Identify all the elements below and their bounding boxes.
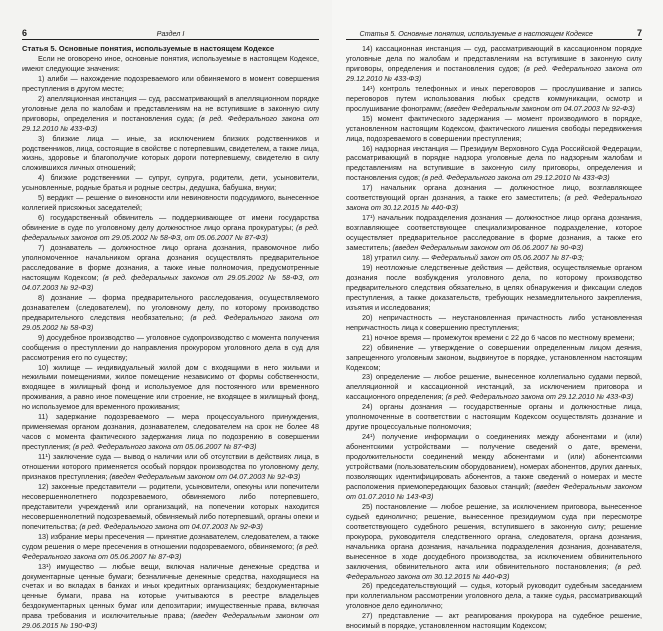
- definition-paragraph: [346, 343, 642, 373]
- definition-paragraph: [22, 94, 319, 134]
- amendment-note: (в ред. Федерального закона от 29.12.2010 № 433-ФЗ): [445, 392, 634, 402]
- paragraph-text: 24¹) получение информации о соединениях между абонентами и (или) абонентскими устройствами — получение сведений о дате, времени, продолжительности соединений между абонентами и (или) абонентскими устройствами (пользовательским оборудованием), номерах абонентов, других данных, позволяющих идентифицировать абонентов, а также сведений о номерах и месте расположения приемопередающих базовых станций;: [346, 432, 642, 491]
- amendment-note: (в ред. Федерального закона от 30.12.2015 № 440-ФЗ): [346, 561, 642, 581]
- paragraph-text: 17¹) начальник подразделения дознания — должностное лицо органа дознания, возглавляющее соответствующее специализированное подразделение, которое осуществляет предварительное расследование в форме дознания, а также его заместитель;: [346, 213, 642, 253]
- paragraph-text: 11) задержание подозреваемого — мера процессуального принуждения, применяемая органом дознания, дознавателем, следователем на срок не более 48 часов с момента фактического задержания лица по подозрению в совершении преступления;: [22, 412, 319, 452]
- definition-paragraph: [22, 173, 319, 193]
- page-header: [346, 28, 642, 40]
- paragraph-text: 17) начальник органа дознания — должностное лицо, возглавляющее соответствующий орган дознания, а также его заместитель;: [346, 183, 642, 203]
- amendment-note: (введен Федеральным законом от 04.07.2003 № 92-ФЗ): [443, 103, 635, 113]
- definition-paragraph: [346, 114, 642, 144]
- definition-paragraph: [346, 44, 642, 84]
- paragraph-text: 22) обвинение — утверждение о совершении определенным лицом деяния, запрещенного уголовным законом, выдвинутое в порядке, установленном настоящим Кодексом;: [346, 342, 642, 372]
- page-number: 6: [22, 28, 28, 38]
- amendment-note: (введен Федеральным законом от 29.06.2015 № 190-ФЗ): [22, 611, 320, 631]
- page-header: [22, 28, 319, 40]
- paragraph-text: 27) представление — акт реагирования прокурора на судебное решение, вносимый в порядке, установленном настоящим Кодексом;: [346, 611, 642, 631]
- paragraph-text: 25) постановление — любое решение, за исключением приговора, вынесенное судьей единолично; решение, вынесенное президиумом суда при пересмотре соответствующего судебного решения, вступившего в законную силу; решение прокурора, руководителя следственного органа, следователя, органа дознания, начальника органа дознания, начальника подразделения дознания, дознавателя, вынесенное в ходе досудебного производства, за исключением обвинительного заключения, обвинительного акта или обвинительного постановления;: [346, 501, 642, 571]
- definition-paragraph: [346, 263, 642, 313]
- paragraph-text: 21) ночное время — промежуток времени с 22 до 6 часов по местному времени;: [362, 332, 635, 342]
- article-title: Статья 5. Основные понятия, используемые в настоящем Кодексе: [22, 44, 275, 53]
- paragraph-text: 2) апелляционная инстанция — суд, рассматривающий в апелляционном порядке уголовные дела по жалобам и представлениям на не вступившие в законную силу приговоры, определения и постановления суда;: [22, 93, 319, 123]
- definition-paragraph: [22, 134, 319, 174]
- paragraph-text: 5) вердикт — решение о виновности или невиновности подсудимого, вынесенное коллегией присяжных заседателей;: [22, 193, 319, 213]
- definition-paragraph: [22, 482, 319, 532]
- definition-paragraph: [346, 402, 642, 432]
- definition-paragraph: [346, 333, 642, 343]
- definition-paragraph: [346, 84, 642, 114]
- paragraph-text: 6) государственный обвинитель — поддерживающее от имени государства обвинение в суде по уголовному делу должностное лицо органа прокуратуры;: [22, 213, 319, 233]
- paragraph-text: 4) близкие родственники — супруг, супруга, родители, дети, усыновители, усыновленные, родные братья и родные сестры, дедушка, бабушка, внуки;: [22, 173, 319, 193]
- definition-paragraph: [22, 74, 319, 94]
- amendment-note: (введен Федеральным законом от 04.07.2003 № 92-ФЗ): [109, 471, 301, 481]
- paragraph-text: 10) жилище — индивидуальный жилой дом с входящими в него жилыми и нежилыми помещениями, жилое помещение независимо от формы собственности, входящее в жилищный фонд и используемое для постоянного или временного проживания, а равно иное помещение или строение, не входящее в жилищный фонд, но используемое для временного проживания;: [22, 362, 319, 412]
- amendment-note: (в ред. Федерального закона от 04.07.2003 № 92-ФЗ): [79, 521, 263, 531]
- definition-paragraph: [346, 183, 642, 213]
- paragraph-text: Если не оговорено иное, основные понятия, используемые в настоящем Кодексе, имеют следующие значения:: [22, 53, 319, 73]
- definition-paragraph: [22, 193, 319, 213]
- paragraph-text: 14) кассационная инстанция — суд, рассматривающий в кассационном порядке уголовные дела по жалобам и представлениям на вступившие в законную силу приговоры, определения и постановления судов;: [346, 44, 642, 73]
- paragraph-text: 18) утратил силу. —: [362, 253, 430, 263]
- page-body: [22, 44, 319, 631]
- page-number: 7: [636, 28, 642, 38]
- amendment-note: (в ред. федеральных законов от 29.05.2002 № 58-ФЗ, от 05.06.2007 № 87-ФЗ): [22, 223, 320, 243]
- definition-paragraph: [22, 532, 319, 562]
- definition-paragraph: [346, 144, 642, 184]
- definition-paragraph: [22, 562, 319, 631]
- definition-paragraph: [22, 213, 319, 243]
- paragraph-text: 7) дознаватель — должностное лицо органа дознания, правомочное либо уполномоченное начальником органа дознания осуществлять предварительное расследование в форме дознания, а также иные полномочия, предусмотренные настоящим Кодексом;: [22, 243, 319, 282]
- page-body: [346, 44, 642, 631]
- paragraph-text: 26) председательствующий — судья, который руководит судебным заседанием при коллегиальном рассмотрении уголовного дела, а также судья, рассматривающий уголовное дело единолично;: [346, 581, 642, 611]
- amendment-note: (в ред. Федерального закона от 29.05.2002 № 58-ФЗ): [22, 312, 319, 332]
- definition-paragraph: [346, 213, 642, 253]
- paragraph-text: 11¹) заключение суда — вывод о наличии или об отсутствии в действиях лица, в отношении которого применяется особый порядок производства по уголовному делу, признаков преступления;: [22, 452, 319, 481]
- definition-paragraph: [22, 412, 319, 452]
- paragraph-text: 20) непричастность — неустановленная причастность либо установленная непричастность лица к совершению преступления;: [346, 312, 642, 332]
- amendment-note: (в ред. Федерального закона от 29.12.2010 № 433-ФЗ): [346, 63, 642, 83]
- definition-paragraph: [346, 581, 642, 611]
- definition-paragraph: [346, 313, 642, 333]
- amendment-note: (в ред. Федерального закона от 05.06.2007 № 87-ФЗ): [72, 442, 257, 452]
- definition-paragraph: [22, 333, 319, 363]
- definition-paragraph: [346, 611, 642, 631]
- amendment-note: (в ред. Федерального закона от 30.12.2015 № 440-ФЗ): [346, 193, 643, 213]
- definition-paragraph: [22, 363, 319, 413]
- definition-paragraph: [22, 54, 319, 74]
- running-header: Статья 5. Основные понятия, используемые в настоящем Кодексе: [359, 29, 593, 38]
- amendment-note: Федеральный закон от 05.06.2007 № 87-ФЗ;: [431, 253, 584, 263]
- paragraph-text: 19) неотложные следственные действия — действия, осуществляемые органом дознания после возбуждения уголовного дела, по которому производство предварительного следствия обязательно, в целях обнаружения и фиксации следов преступления, а также доказательств, требующих незамедлительного закрепления, изъятия и исследования;: [346, 262, 642, 312]
- paragraph-text: 24) органы дознания — государственные органы и должностные лица, уполномоченные в соответствии с настоящим Кодексом осуществлять дознание и другие процессуальные полномочия;: [346, 402, 642, 432]
- amendment-note: (введен Федеральным законом от 01.07.2010 № 143-ФЗ): [346, 481, 643, 501]
- definition-paragraph: [22, 452, 319, 482]
- paragraph-text: 23) определение — любое решение, вынесенное коллегиально судами первой, апелляционной и кассационной инстанций, за исключением приговора и кассационного определения;: [346, 372, 642, 402]
- definition-paragraph: [22, 243, 319, 293]
- definition-paragraph: [346, 253, 642, 263]
- paragraph-text: 14¹) контроль телефонных и иных переговоров — прослушивание и запись переговоров путем использования любых средств коммуникации, осмотр и прослушивание фонограмм;: [346, 83, 642, 113]
- paragraph-text: 13¹) имущество — любые вещи, включая наличные денежные средства и документарные ценные бумаги; безналичные денежные средства, находящиеся на счетах и во вкладах в банках и иных кредитных организациях; бездокументарные ценные бумаги, права на которые учитываются в реестре владельцев бездокументарных ценных бумаг или депозитарии; имущественные права, включая права требования и исключительные права;: [22, 561, 319, 621]
- amendment-note: (в ред. Федерального закона от 05.06.2007 № 87-ФЗ): [22, 541, 319, 561]
- paragraph-text: 12) законные представители — родители, усыновители, опекуны или попечители несовершеннолетнего подозреваемого, обвиняемого либо потерпевшего, представители учреждений или организаций, на попечении которых находится несовершеннолетний подозреваемый, обвиняемый либо потерпевший, органы опеки и попечительства;: [22, 481, 319, 531]
- amendment-note: (введен Федеральным законом от 06.06.2007 № 90-ФЗ): [392, 243, 584, 253]
- definition-paragraph: [22, 293, 319, 333]
- definition-paragraph: [346, 432, 642, 502]
- paragraph-text: 8) дознание — форма предварительного расследования, осуществляемого дознавателем (следователем), по уголовному делу, по которому производство предварительного следствия необязательно;: [22, 292, 319, 322]
- amendment-note: (в ред. федеральных законов от 29.05.2002 № 58-ФЗ, от 04.07.2003 № 92-ФЗ): [22, 272, 319, 292]
- paragraph-text: 15) момент фактического задержания — момент производимого в порядке, установленном настоящим Кодексом, фактического лишения свободы передвижения лица, подозреваемого в совершении преступления;: [346, 113, 642, 143]
- paragraph-text: 16) надзорная инстанция — Президиум Верховного Суда Российской Федерации, рассматривающий в порядке надзора уголовные дела по надзорным жалобам и представлениям на вступившие в законную силу приговоры, определения и постановления судов;: [346, 143, 642, 183]
- amendment-note: (в ред. Федерального закона от 29.12.2010 № 433-ФЗ): [22, 113, 319, 133]
- definition-paragraph: [346, 372, 642, 402]
- amendment-note: (в ред. Федерального закона от 29.12.2010 № 433-ФЗ): [422, 173, 610, 183]
- paragraph-text: 3) близкие лица — иные, за исключением близких родственников и родственников, лица, состоящие в свойстве с потерпевшим, свидетелем, а также лица, жизнь, здоровье и благополучие которых дороги потерпевшему, свидетелю в силу сложившихся личных отношений;: [22, 133, 319, 173]
- running-header: Раздел I: [156, 29, 185, 38]
- paragraph-text: 1) алиби — нахождение подозреваемого или обвиняемого в момент совершения преступления в другом месте;: [22, 73, 319, 93]
- paragraph-text: 13) избрание меры пресечения — принятие дознавателем, следователем, а также судом решения о мере пресечения в отношении подозреваемого, обвиняемого;: [22, 531, 319, 551]
- right-page: [332, 0, 663, 631]
- paragraph-text: 9) досудебное производство — уголовное судопроизводство с момента получения сообщения о преступлении до направления прокурором уголовного дела в суд для рассмотрения его по существу;: [22, 332, 319, 362]
- definition-paragraph: [346, 502, 642, 582]
